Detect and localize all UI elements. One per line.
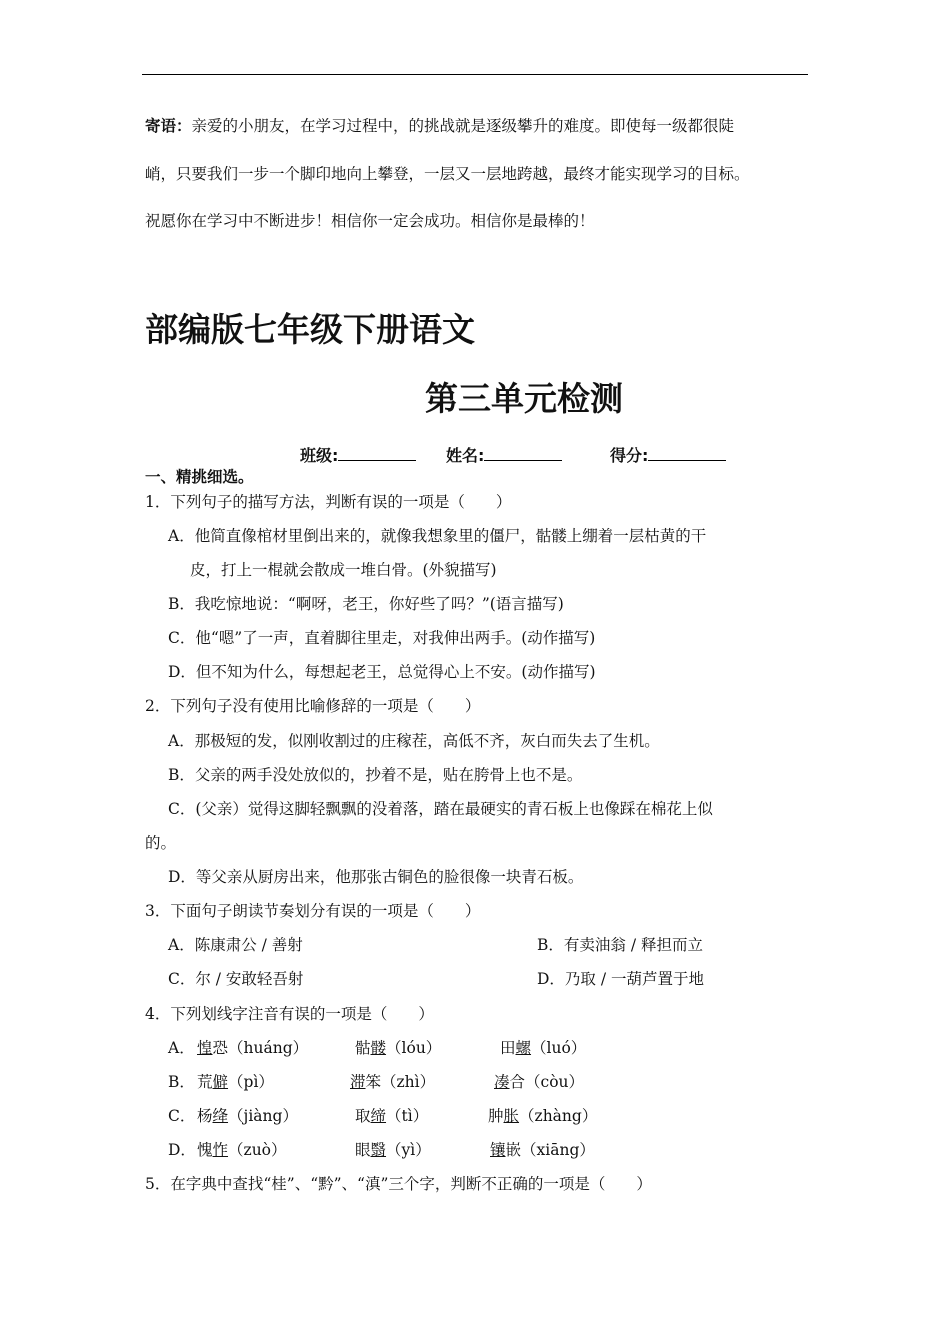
- q2-option-d: D．等父亲从厨房出来，他那张古铜色的脸很像一块青石板。: [168, 868, 584, 886]
- q1-option-b: B．我吃惊地说：“啊呀，老王，你好些了吗？”(语言描写): [168, 595, 564, 613]
- underlined-char: 滞: [350, 1073, 366, 1091]
- motto-line-3: 祝愿你在学习中不断进步！相信你一定会成功。相信你是最棒的！: [145, 212, 595, 230]
- q4-option-b-word-1: [197, 1072, 274, 1092]
- word-rest: （luó）: [531, 1039, 587, 1057]
- underlined-char: 翳: [370, 1141, 387, 1159]
- word-prefix: 肿: [488, 1107, 504, 1125]
- q4-option-a-word-2: [355, 1038, 441, 1058]
- word-prefix: 愧: [197, 1141, 213, 1159]
- word-rest: 笨（zhì）: [365, 1073, 436, 1091]
- class-label: 班级:: [300, 446, 339, 465]
- score-field: [610, 444, 726, 467]
- q1-option-a: A．他简直像棺材里倒出来的，就像我想象里的僵尸，骷髅上绷着一层枯黄的干: [168, 527, 707, 545]
- word-prefix: 杨: [197, 1107, 213, 1125]
- q4-option-d-word-3: [490, 1140, 595, 1160]
- underlined-char: 螺: [515, 1039, 532, 1057]
- name-blank: [484, 444, 562, 461]
- q4-stem: 4．下列划线字注音有误的一项是（ ）: [145, 1005, 434, 1023]
- score-blank: [648, 444, 726, 461]
- q4-option-d-word-2: [355, 1140, 431, 1160]
- motto-line-2: 峭，只要我们一步一个脚印地向上攀登，一层又一层地跨越，最终才能实现学习的目标。: [145, 165, 750, 183]
- header-rule: [142, 74, 808, 75]
- q4-option-b-label: B．: [168, 1073, 195, 1091]
- underlined-char: 惶: [197, 1039, 213, 1057]
- word-rest: 恐（huáng）: [212, 1039, 309, 1057]
- motto-text-1: 亲爱的小朋友，在学习过程中，的挑战就是逐级攀升的难度。即使每一级都很陡: [191, 117, 735, 135]
- q4-option-d-label: D．: [168, 1141, 196, 1159]
- q3-stem: 3．下面句子朗读节奏划分有误的一项是（ ）: [145, 902, 481, 920]
- class-blank: [338, 444, 416, 461]
- q4-option-b-word-3: [494, 1072, 584, 1092]
- underlined-char: 凑: [494, 1073, 510, 1091]
- motto-label: 寄语：: [145, 116, 192, 135]
- underlined-char: 僻: [212, 1073, 229, 1091]
- word-rest: （jiàng）: [228, 1107, 298, 1125]
- underlined-char: 怍: [212, 1141, 229, 1159]
- q4-option-b-word-2: [350, 1072, 435, 1092]
- q3-option-b: B．有卖油翁 / 释担而立: [537, 936, 703, 954]
- motto-line-1: [145, 116, 734, 136]
- name-label: 姓名:: [446, 446, 485, 465]
- q1-option-d: D．但不知为什么，每想起老王，总觉得心上不安。(动作描写): [168, 663, 596, 681]
- word-rest: （pì）: [228, 1073, 274, 1091]
- q3-option-a: A．陈康肃公 / 善射: [168, 936, 303, 954]
- q2-option-c-cont: 的。: [145, 834, 177, 852]
- word-rest: （lóu）: [386, 1039, 442, 1057]
- underlined-char: 髅: [370, 1039, 387, 1057]
- word-prefix: 眼: [355, 1141, 371, 1159]
- q4-option-c-word-1: [197, 1106, 298, 1126]
- q1-option-a-cont: 皮，打上一棍就会散成一堆白骨。(外貌描写): [190, 561, 497, 579]
- q4-option-a-word-1: [197, 1038, 308, 1058]
- underlined-char: 胀: [503, 1107, 520, 1125]
- document-title: 部编版七年级下册语文: [145, 310, 475, 349]
- q4-option-c-word-3: [488, 1106, 597, 1126]
- q4-option-c-label: C．: [168, 1107, 196, 1125]
- class-field: [300, 444, 416, 467]
- document-subtitle: 第三单元检测: [425, 379, 623, 418]
- word-rest: 合（còu）: [509, 1073, 585, 1091]
- q2-option-c: C．(父亲）觉得这脚轻飘飘的没着落，踏在最硬实的青石板上也像踩在棉花上似: [168, 800, 713, 818]
- underlined-char: 镶: [490, 1141, 506, 1159]
- q4-option-a-word-3: [500, 1038, 586, 1058]
- word-rest: （zuò）: [228, 1141, 287, 1159]
- word-prefix: 骷: [355, 1039, 371, 1057]
- q4-option-c-word-2: [355, 1106, 428, 1126]
- q4-option-a-label: A．: [168, 1039, 195, 1057]
- section-heading: 一、精挑细选。: [145, 468, 254, 486]
- q3-option-c: C．尔 / 安敢轻吾射: [168, 970, 304, 988]
- score-label: 得分:: [610, 446, 649, 465]
- q2-option-b: B．父亲的两手没处放似的，抄着不是，贴在胯骨上也不是。: [168, 766, 583, 784]
- q3-option-d: D．乃取 / 一葫芦置于地: [537, 970, 705, 988]
- name-field: [446, 444, 562, 467]
- word-rest: 嵌（xiāng）: [505, 1141, 595, 1159]
- word-rest: （tì）: [386, 1107, 429, 1125]
- word-rest: （yì）: [386, 1141, 431, 1159]
- q2-option-a: A．那极短的发，似刚收割过的庄稼茬，高低不齐，灰白而失去了生机。: [168, 732, 660, 750]
- q1-option-c: C．他“嗯”了一声，直着脚往里走，对我伸出两手。(动作描写): [168, 629, 596, 647]
- underlined-char: 绛: [212, 1107, 229, 1125]
- q2-stem: 2．下列句子没有使用比喻修辞的一项是（ ）: [145, 697, 481, 715]
- q1-stem: 1．下列句子的描写方法，判断有误的一项是（ ）: [145, 493, 512, 511]
- underlined-char: 缔: [370, 1107, 387, 1125]
- word-prefix: 取: [355, 1107, 371, 1125]
- word-rest: （zhàng）: [519, 1107, 598, 1125]
- word-prefix: 田: [500, 1039, 516, 1057]
- q4-option-d-word-1: [197, 1140, 287, 1160]
- word-prefix: 荒: [197, 1073, 213, 1091]
- q5-stem: 5．在字典中查找“桂”、“黔”、“滇”三个字，判断不正确的一项是（ ）: [145, 1175, 652, 1193]
